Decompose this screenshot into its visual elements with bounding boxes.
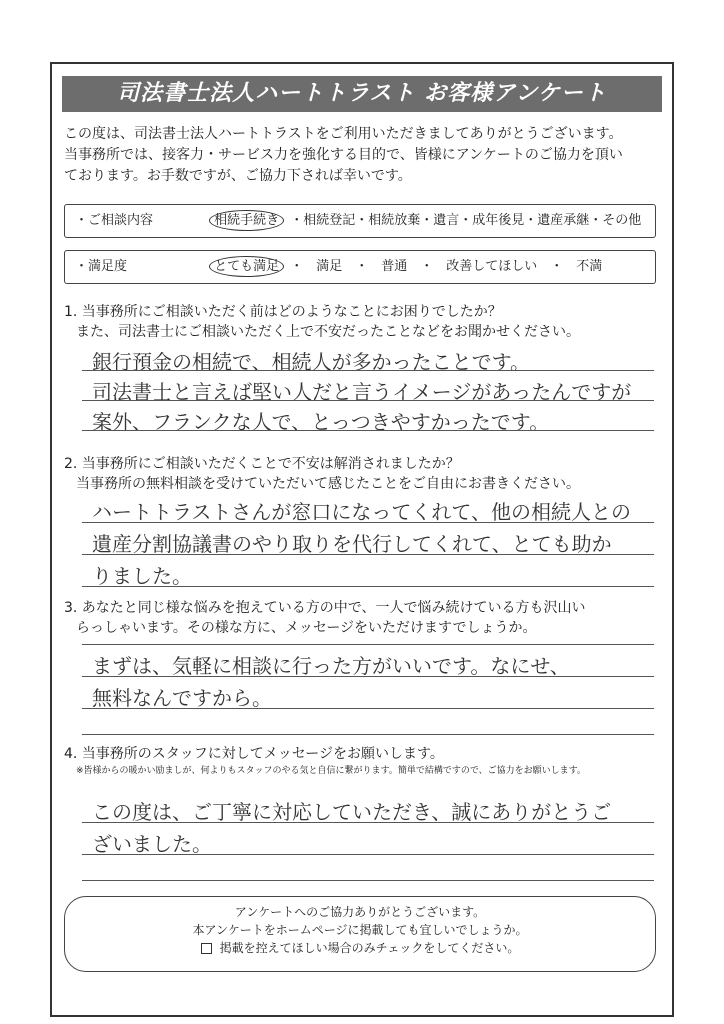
answer-4-line: ざいました。 <box>92 832 212 856</box>
consult-type-label: ・ご相談内容 <box>75 213 154 228</box>
answer-2-line: りました。 <box>92 564 192 588</box>
footer-checkbox-row <box>65 939 655 957</box>
answer-2-line: 遺産分割協議書のやり取りを代行してくれて、とても助か <box>92 532 612 556</box>
question-2-line: 2. 当事務所にご相談いただくことで不安は解消されましたか？ <box>64 456 460 472</box>
satisfaction-box <box>64 250 656 284</box>
question-1-line: 1. 当事務所にご相談いただく前はどのようなことにお困りでしたか？ <box>64 304 502 320</box>
footer-checkbox-label: 掲載を控えてほしい場合のみチェックをしてください。 <box>219 941 520 955</box>
consult-type-options[interactable]: ・相続登記・相続放棄・遺言・成年後見・遺産承継・その他 <box>290 213 642 228</box>
answer-2-line: ハートトラストさんが窓口になってくれて、他の相続人との <box>92 500 631 524</box>
answer-rule <box>82 676 654 677</box>
answer-rule <box>82 370 654 371</box>
satisfaction-label: ・満足度 <box>75 259 128 274</box>
question-3 <box>64 598 664 638</box>
question-2-line: 当事務所の無料相談を受けていただいて感じたことをご自由にお書きください。 <box>76 476 580 492</box>
answer-rule <box>82 522 654 523</box>
answer-rule <box>82 586 654 587</box>
question-1 <box>64 302 664 342</box>
question-1-line: また、司法書士にご相談いただく上で不安だったことなどをお聞かせください。 <box>76 324 580 340</box>
question-4-note: ※皆様からの暖かい励ましが、何よりもスタッフのやる気と自信に繋がります。簡単で結構ですので、ご協力をお願いします。 <box>76 766 586 776</box>
survey-form <box>50 62 674 1017</box>
satisfaction-options[interactable]: ・ 満足 ・ 普通 ・ 改善してほしい ・ 不満 <box>290 259 603 274</box>
footer-thanks: アンケートへのご協力ありがとうございます。 <box>234 905 486 919</box>
answer-rule <box>82 880 654 881</box>
answer-4-line: この度は、ご丁寧に対応していただき、誠にありがとうご <box>92 800 612 824</box>
answer-rule <box>82 734 654 735</box>
answer-rule <box>82 644 654 645</box>
page-title: 司法書士法人ハートトラスト お客様アンケート <box>62 76 662 112</box>
answer-1-line: 司法書士と言えば堅い人だと言うイメージがあったんですが <box>92 380 632 404</box>
intro-text <box>64 124 664 187</box>
satisfaction-selected[interactable]: とても満足 <box>209 256 284 277</box>
publication-consent-box <box>64 896 656 972</box>
consult-type-selected[interactable]: 相続手続き <box>209 210 284 231</box>
intro-line: この度は、司法書士法人ハートトラストをご利用いただきましてありがとうございます。 <box>64 126 623 142</box>
answer-3-line: 無料なんですから。 <box>92 686 272 710</box>
answer-rule <box>82 430 654 431</box>
answer-rule <box>82 400 654 401</box>
opt-out-checkbox[interactable] <box>201 943 212 954</box>
question-3-line: らっしゃいます。その様な方に、メッセージをいただけますでしょうか。 <box>76 620 537 636</box>
question-2 <box>64 454 664 494</box>
answer-rule <box>82 708 654 709</box>
answer-3-line: まずは、気軽に相談に行った方がいいです。なにせ、 <box>92 654 570 678</box>
answer-rule <box>82 822 654 823</box>
intro-line: ております。お手数ですが、ご協力下されば幸いです。 <box>64 168 412 184</box>
answer-1-line: 銀行預金の相続で、相続人が多かったことです。 <box>92 350 530 374</box>
answer-rule <box>82 554 654 555</box>
consult-type-box <box>64 204 656 238</box>
question-4 <box>64 744 664 778</box>
intro-line: 当事務所では、接客力・サービス力を強化する目的で、皆様にアンケートのご協力を頂い <box>64 147 623 163</box>
footer-question: 本アンケートをホームページに掲載しても宜しいでしょうか。 <box>192 923 528 937</box>
answer-rule <box>82 854 654 855</box>
answer-1-line: 案外、フランクな人で、とっつきやすかったです。 <box>92 410 550 434</box>
question-4-line: 4. 当事務所のスタッフに対してメッセージをお願いします。 <box>64 746 444 762</box>
question-3-line: 3. あなたと同じ様な悩みを抱えている方の中で、一人で悩み続けている方も沢山い <box>64 600 586 616</box>
